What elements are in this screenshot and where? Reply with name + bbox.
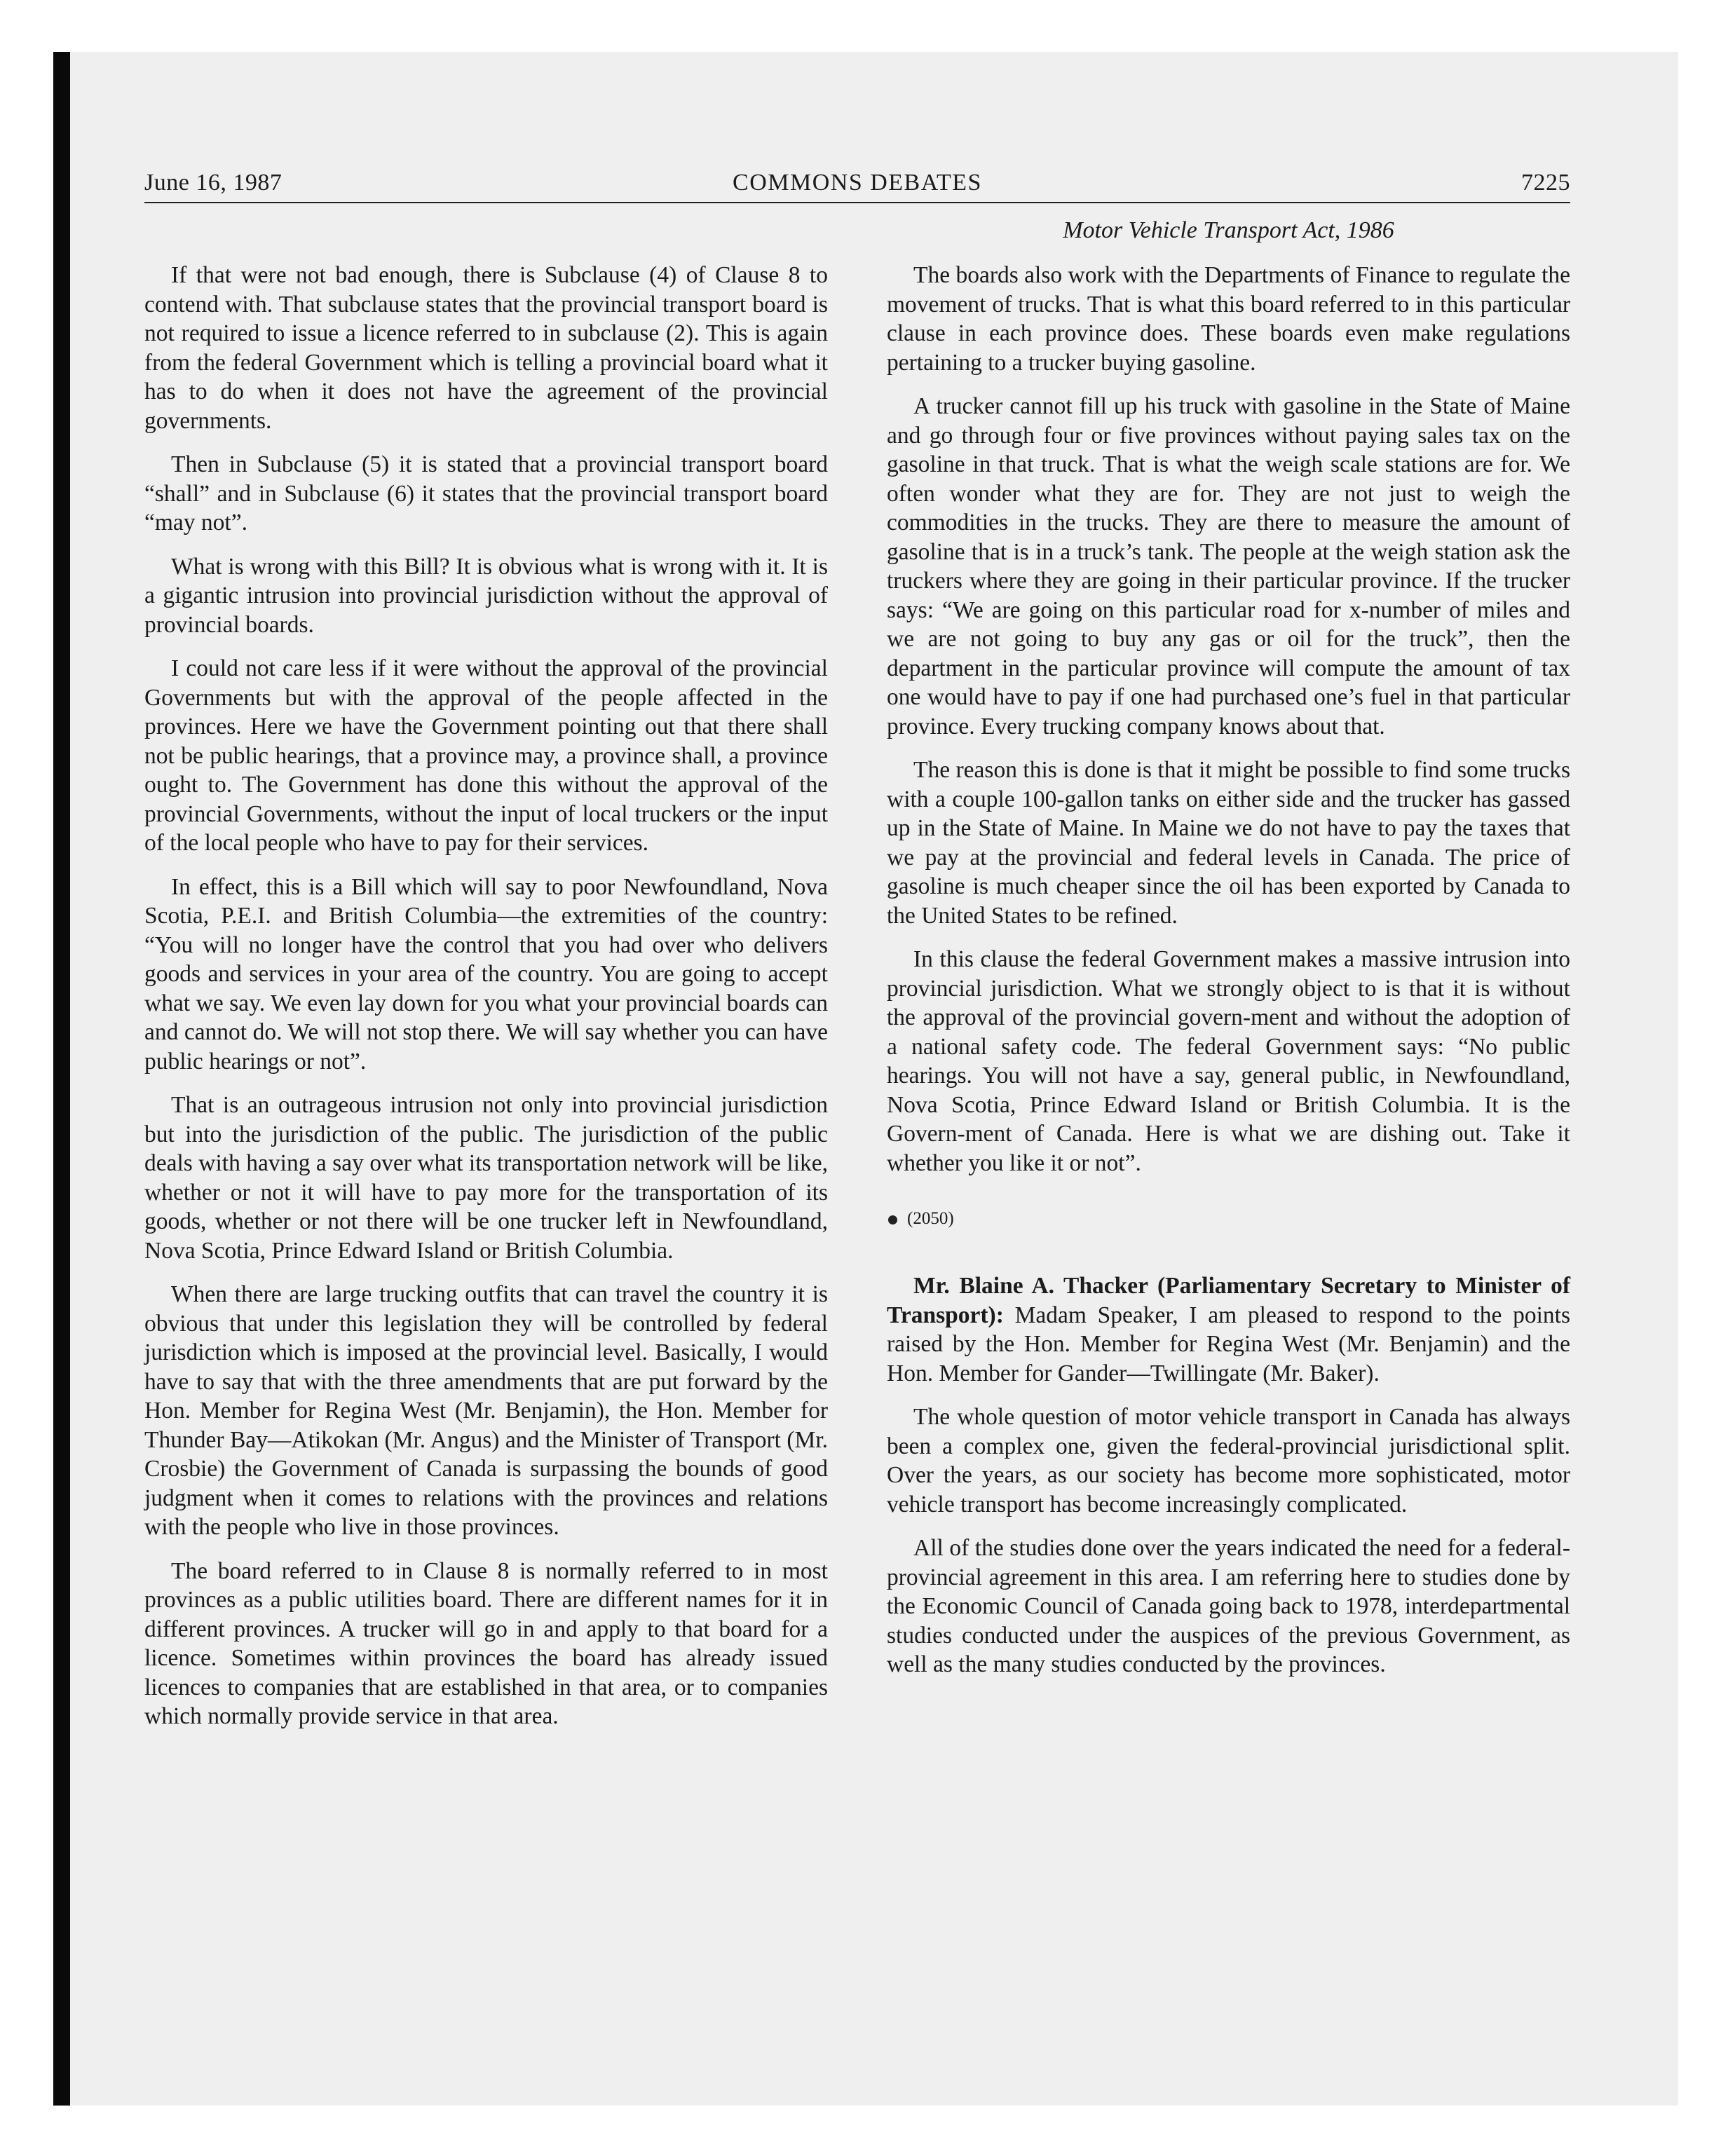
paragraph: The reason this is done is that it might be possible to find some trucks with a couple 100-gallon tanks on either side and the trucker has gassed up in the State of Maine. In Maine we do not have to pay the taxes that we pay at the provincial and federal levels in Canada. The price of gasoline is much cheaper since the oil has been exported by Canada to the United States to be refined. xyxy=(887,757,1570,929)
time-marker xyxy=(887,1208,1570,1229)
scan-edge-shadow xyxy=(53,52,70,2106)
right-column xyxy=(887,261,1570,1694)
time-marker-text: (2050) xyxy=(907,1209,954,1228)
bullet-icon xyxy=(888,1215,897,1224)
speaker-name: Mr. Blaine A. Thacker (Parliamentary Secretary to Minister of Transport): xyxy=(887,1273,1570,1328)
header-date: June 16, 1987 xyxy=(144,170,283,196)
paragraph: I could not care less if it were without the approval of the provincial Governments but with the approval of the people affected in the provinces. Here we have the Government pointing out that there shall not be public hearings, that a province may, a province shall, a province ought to. The Government has done this without the approval of the provincial Governments, without the input of local truckers or the input of the local people who have to pay for their services. xyxy=(144,655,828,856)
speaker-text: Madam Speaker, I am pleased to respond to the points raised by the Hon. Member for Regina West (Mr. Benjamin) and the Hon. Member for Gander—Twillingate (Mr. Baker). xyxy=(887,1302,1571,1386)
paragraph: That is an outrageous intrusion not only into provincial jurisdiction but into the jurisdiction of the public. The jurisdiction of the public deals with having a say over what its transportation network will be like, whether or not it will have to pay more for the transportation of its goods, whether or not there will be one trucker left in Newfoundland, Nova Scotia, Prince Edward Island or British Columbia. xyxy=(144,1092,828,1264)
speaker-paragraph xyxy=(887,1271,1570,1388)
paragraph: The whole question of motor vehicle transport in Canada has always been a complex one, given the federal-provincial jurisdictional split. Over the years, as our society has become more sophisticated, motor vehicle transport has become increasingly complicated. xyxy=(887,1404,1570,1517)
paragraph: If that were not bad enough, there is Subclause (4) of Clause 8 to contend with. That subclause states that the provincial transport board is not required to issue a licence referred to in subclause (2). This is again from the federal Government which is telling a provincial board what it has to do when it does not have the agreement of the provincial governments. xyxy=(144,262,828,434)
header-page-number: 7225 xyxy=(1521,170,1570,196)
paragraph: The board referred to in Clause 8 is normally referred to in most provinces as a public utilities board. There are different names for it in different provinces. A trucker will go in and apply to that board for a licence. Sometimes within provinces the board has already issued licences to companies that are established in that area, or to companies which normally provide service in that area. xyxy=(144,1557,828,1729)
paragraph: The boards also work with the Departments of Finance to regulate the movement of trucks. That is what this board referred to in this particular clause in each province does. These boards even make regulations pertaining to a trucker buying gasoline. xyxy=(887,262,1570,376)
paragraph: All of the studies done over the years indicated the need for a federal-provincial agreement in this area. I am referring here to studies done by the Economic Council of Canada going back to 1978, interdepartmental studies conducted under the auspices of the previous Government, as well as the many studies conducted by the provinces. xyxy=(887,1535,1570,1677)
paragraph: When there are large trucking outfits that can travel the country it is obvious that under this legislation they will be controlled by federal jurisdiction which is imposed at the provincial level. Basically, I would have to say that with the three amendments that are put forward by the Hon. Member for Regina West (Mr. Benjamin), the Hon. Member for Thunder Bay—Atikokan (Mr. Angus) and the Minister of Transport (Mr. Crosbie) the Government of Canada is surpassing the bounds of good judgment when it comes to relations with the provinces and relations with the people who live in those provinces. xyxy=(144,1281,828,1540)
page-header xyxy=(144,170,1570,205)
left-column xyxy=(144,261,828,1746)
running-head: Motor Vehicle Transport Act, 1986 xyxy=(1063,217,1394,243)
header-rule xyxy=(144,202,1570,203)
paragraph: What is wrong with this Bill? It is obvious what is wrong with it. It is a gigantic intrusion into provincial jurisdiction without the approval of provincial boards. xyxy=(144,553,828,638)
paragraph: A trucker cannot fill up his truck with gasoline in the State of Maine and go through four or five provinces without paying sales tax on the gasoline in that truck. That is what the weigh scale stations are for. We often wonder what they are for. They are not just to weigh the commodities in the trucks. They are there to measure the amount of gasoline that is in a truck’s tank. The people at the weigh station ask the truckers where they are going in their particular province. If the trucker says: “We are going on this particular road for x-number of miles and we are not going to buy any gas or oil for the truck”, then the department in the particular province will compute the amount of tax one would have to pay if one had purchased one’s fuel in that particular province. Every trucking company knows about that. xyxy=(887,393,1570,739)
paragraph: Then in Subclause (5) it is stated that a provincial transport board “shall” and in Subclause (6) it states that the provincial transport board “may not”. xyxy=(144,451,828,535)
header-title: COMMONS DEBATES xyxy=(733,170,982,196)
paragraph: In this clause the federal Government makes a massive intrusion into provincial jurisdiction. What we strongly object to is that it is without the approval of the provincial govern-ment and without the adoption of a national safety code. The federal Government says: “No public hearings. You will not have a say, general public, in Newfoundland, Nova Scotia, Prince Edward Island or British Columbia. It is the Govern-ment of Canada. Here is what we are dishing out. Take it whether you like it or not”. xyxy=(887,946,1570,1176)
paragraph: In effect, this is a Bill which will say to poor Newfoundland, Nova Scotia, P.E.I. and British Columbia—the extremities of the country: “You will no longer have the control that you had over who delivers goods and services in your area of the country. You are going to accept what we say. We even lay down for you what your provincial boards can and cannot do. We will not stop there. We will say whether you can have public hearings or not”. xyxy=(144,873,828,1074)
